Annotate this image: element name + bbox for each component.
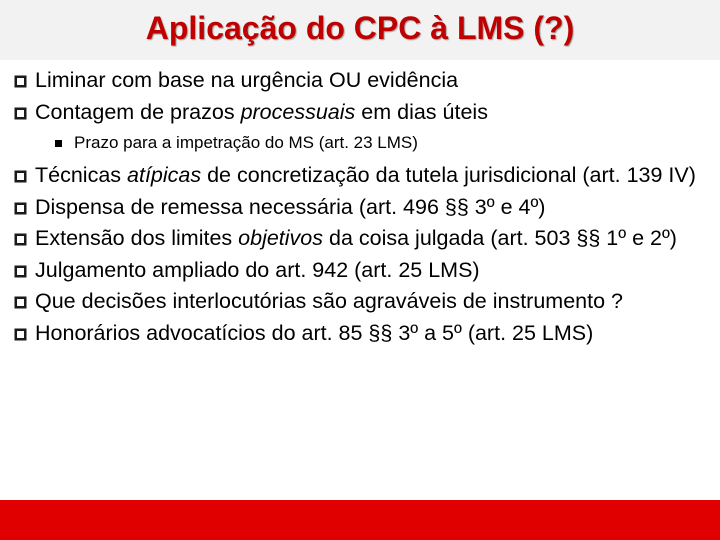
bullet-text-start: Extensão dos limites [35,226,239,250]
list-item [13,193,713,223]
list-item [13,224,713,254]
checkbox-bullet-icon [14,296,27,309]
checkbox-bullet-icon [14,233,27,246]
checkbox-bullet-icon [14,75,27,88]
bullet-text-emphasis: objetivos [238,226,324,250]
slide-title: Aplicação do CPC à LMS (?) [145,10,575,46]
footer-bar [0,500,720,540]
bullet-text: Julgamento ampliado do art. 942 (art. 25 LMS) [35,257,480,282]
bullet-text-end: de concretização da tutela jurisdicional (art. 139 IV) [201,163,696,187]
checkbox-bullet-icon [14,170,27,183]
list-item [13,98,713,128]
bullet-text: Que decisões interlocutórias são agraváveis de instrumento ? [35,289,623,313]
bullet-text-emphasis: processuais [240,99,356,124]
bullet-text: Dispensa de remessa necessária (art. 496 §§ 3º e 4º) [35,194,546,219]
bullet-text-emphasis: atípicas [127,163,202,187]
bullet-text: Liminar com base na urgência OU evidência [35,68,459,92]
list-item [13,161,713,191]
bullet-text-start: Técnicas [35,163,128,187]
checkbox-bullet-icon [14,202,27,215]
bullet-text-start: Contagem de prazos [35,99,241,124]
bullet-list [13,66,713,350]
checkbox-bullet-icon [14,107,27,120]
square-bullet-icon [55,140,62,147]
list-item [13,319,713,349]
bullet-text-end: em dias úteis [355,99,488,124]
sub-list-item [13,129,713,157]
bullet-text: Honorários advocatícios do art. 85 §§ 3º a 5º (art. 25 LMS) [35,320,594,345]
checkbox-bullet-icon [14,328,27,341]
checkbox-bullet-icon [14,265,27,278]
sub-bullet-text: Prazo para a impetração do MS (art. 23 LMS) [74,133,418,152]
list-item [13,287,713,317]
list-item [13,256,713,286]
list-item [13,66,713,96]
bullet-text-end: da coisa julgada (art. 503 §§ 1º e 2º) [323,226,677,250]
